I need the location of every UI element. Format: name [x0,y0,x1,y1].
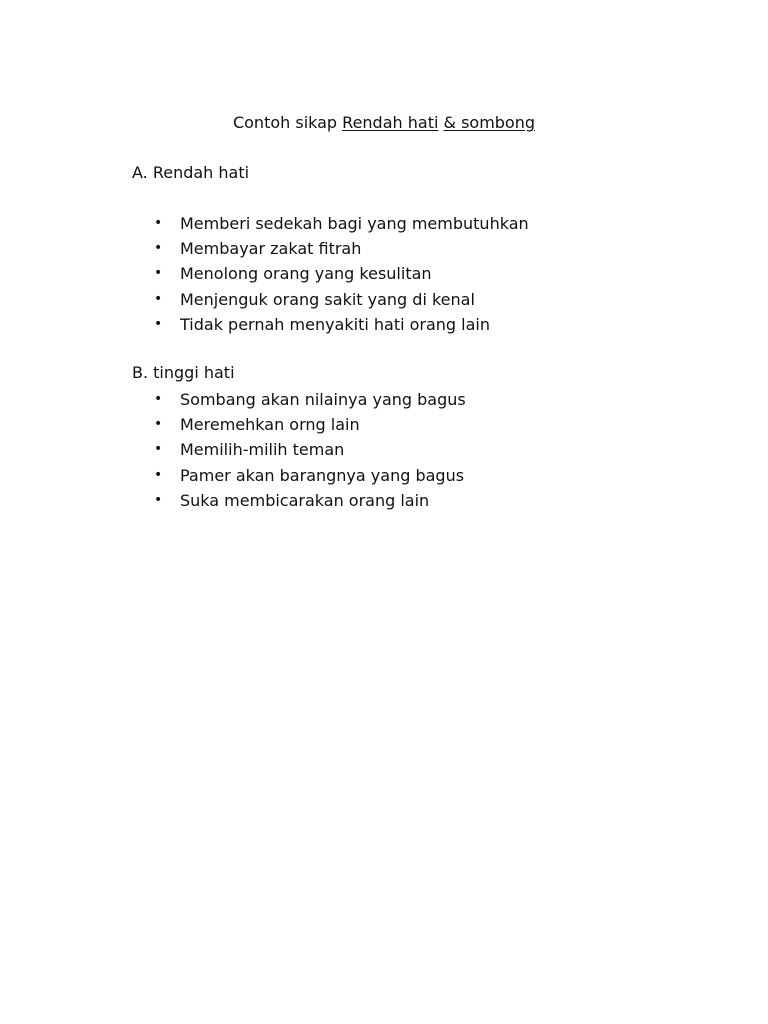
bullet-icon: • [154,240,163,257]
title-prefix: Contoh sikap [232,113,343,132]
list-item-text: Membayar zakat fitrah [180,239,362,259]
list-item-text: Memilih-milih teman [180,440,345,460]
list-item-text: Menolong orang yang kesulitan [180,264,432,284]
list-item-text: Suka membicarakan orang lain [180,490,430,510]
bullet-icon: • [154,491,163,508]
bullet-icon: • [154,290,163,307]
list-item [154,488,466,513]
bullet-icon: • [154,215,163,231]
bullet-icon: • [154,416,163,433]
list-item-text: Sombang akan nilainya yang bagus [180,390,466,409]
page-title [0,113,768,132]
list-item [154,463,466,488]
list-item [154,437,466,462]
list-item-text: Tidak pernah menyakiti hati orang lain [180,314,491,334]
title-underlined-rendah-hati: Rendah hati [342,113,439,132]
list-item-text: Menjenguk orang sakit yang di kenal [180,289,475,309]
list-item [154,236,529,261]
list-tinggi-hati [154,387,466,513]
bullet-icon: • [154,265,163,282]
list-item [154,261,529,286]
list-item [154,287,529,312]
section-heading-a: A. Rendah hati [132,163,250,182]
list-item [154,312,529,337]
bullet-icon: • [154,441,163,458]
list-item [154,211,529,236]
bullet-icon: • [154,466,163,483]
list-rendah-hati [154,211,529,337]
list-item-text: Meremehkan orng lain [180,415,360,435]
list-item [154,412,466,437]
title-underlined-sombong: & sombong [443,113,536,132]
bullet-icon: • [154,315,163,332]
section-heading-b: B. tinggi hati [132,363,235,382]
list-item-text: Pamer akan barangnya yang bagus [180,465,465,485]
list-item [154,387,466,412]
list-item-text: Memberi sedekah bagi yang membutuhkan [180,214,529,233]
bullet-icon: • [154,391,163,407]
